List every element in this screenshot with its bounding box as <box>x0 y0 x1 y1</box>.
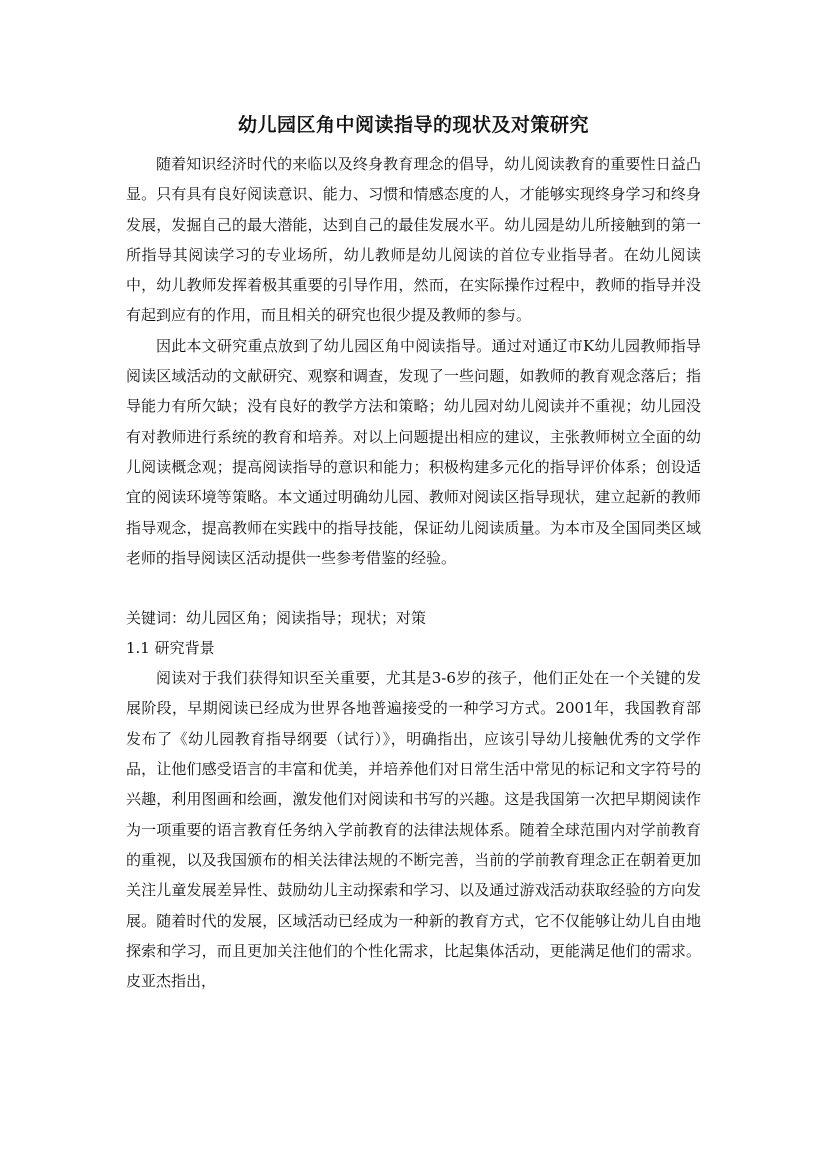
blank-line <box>126 573 701 603</box>
section-heading: 1.1 研究背景 <box>126 639 215 658</box>
page-title: 幼儿园区角中阅读指导的现状及对策研究 <box>237 114 589 136</box>
keywords-line: 关键词：幼儿园区角；阅读指导；现状；对策 <box>126 609 427 628</box>
abstract-paragraph-1: 随着知识经济时代的来临以及终身教育理念的倡导，幼儿阅读教育的重要性日益凸显。只有具有良好阅读意识、能力、习惯和情感态度的人，才能够实现终身学习和终身发展，发掘自己的最大潜能，达到自己的最佳发展水平。幼儿园是幼儿所接触到的第一所指导其阅读学习的专业场所，幼儿教师是幼儿阅读的首位专业指导者。在幼儿阅读中，幼儿教师发挥着极其重要的引导作用，然而，在实际操作过程中，教师的指导并没有起到应有的作用，而且相关的研究也很少提及教师的参与。 <box>126 155 701 325</box>
abstract-paragraph-2: 因此本文研究重点放到了幼儿园区角中阅读指导。通过对通辽市K幼儿园教师指导阅读区域活动的文献研究、观察和调查，发现了一些问题，如教师的教育观念落后；指导能力有所欠缺；没有良好的教学方法和策略；幼儿园对幼儿阅读并不重视；幼儿园没有对教师进行系统的教育和培养。对以上问题提出相应的建议，主张教师树立全面的幼儿阅读概念观；提高阅读指导的意识和能力；积极构建多元化的指导评价体系；创设适宜的阅读环境等策略。本文通过明确幼儿园、教师对阅读区指导现状，建立起新的教师指导观念，提高教师在实践中的指导技能，保证幼儿阅读质量。为本市及全国同类区域老师的指导阅读区活动提供一些参考借鉴的经验。 <box>126 336 701 567</box>
document-page <box>126 100 701 996</box>
body-paragraph-1: 阅读对于我们获得知识至关重要，尤其是3-6岁的孩子，他们正处在一个关键的发展阶段，早期阅读已经成为世界各地普遍接受的一种学习方式。2001年，我国教育部发布了《幼儿园教育指导纲要（试行）》，明确指出，应该引导幼儿接触优秀的文学作品，让他们感受语言的丰富和优美，并培养他们对日常生活中常见的标记和文字符号的兴趣，利用图画和绘画，激发他们对阅读和书写的兴趣。这是我国第一次把早期阅读作为一项重要的语言教育任务纳入学前教育的法律法规体系。随着全球范围内对学前教育的重视，以及我国颁布的相关法律法规的不断完善，当前的学前教育理念正在朝着更加关注儿童发展差异性、鼓励幼儿主动探索和学习、以及通过游戏活动获取经验的方向发展。随着时代的发展，区域活动已经成为一种新的教育方式，它不仅能够让幼儿自由地探索和学习，而且更加关注他们的个性化需求，比起集体活动，更能满足他们的需求。皮亚杰指出， <box>126 669 701 991</box>
